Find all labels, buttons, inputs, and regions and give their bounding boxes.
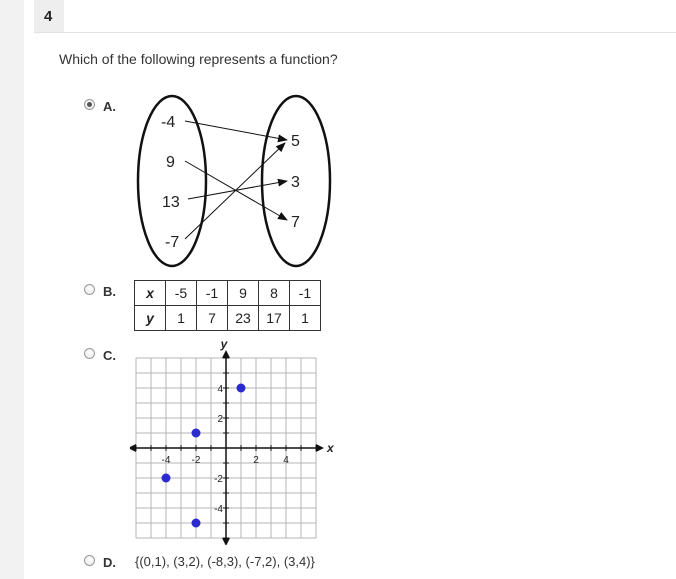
- table-cell: 7: [197, 306, 228, 331]
- range-value: 3: [291, 174, 300, 191]
- y-axis-arrow: [222, 350, 230, 358]
- table-row: [135, 306, 321, 331]
- x-axis-label: x: [327, 441, 334, 455]
- data-point: [192, 429, 201, 438]
- x-tick-label: 2: [253, 455, 259, 466]
- domain-value: -7: [165, 234, 180, 251]
- mapping-arrow: [188, 181, 287, 199]
- option-c-label: C.: [103, 348, 116, 363]
- table-cell: 9: [228, 281, 259, 306]
- table-cell: 23: [228, 306, 259, 331]
- table-cell: -5: [166, 281, 197, 306]
- x-tick-label: 4: [283, 455, 289, 466]
- table-cell: -1: [197, 281, 228, 306]
- domain-value: -4: [161, 114, 176, 131]
- table-cell: 8: [259, 281, 290, 306]
- data-point: [162, 474, 171, 483]
- radio-selected-dot: [87, 102, 92, 107]
- xy-table: [134, 280, 321, 331]
- range-value: 5: [291, 133, 300, 150]
- y-tick-label: -4: [214, 504, 223, 515]
- table-cell: 17: [259, 306, 290, 331]
- question-prompt: Which of the following represents a function?: [59, 51, 338, 67]
- option-a-radio[interactable]: [84, 99, 95, 110]
- y-tick-label: 4: [217, 384, 223, 395]
- table-header: x: [135, 281, 166, 306]
- x-tick-label: -2: [191, 455, 201, 466]
- table-header: y: [135, 306, 166, 331]
- domain-value: 9: [166, 154, 175, 171]
- mapping-arrow: [185, 143, 285, 239]
- option-a-label: A.: [103, 99, 116, 114]
- option-b-label: B.: [103, 284, 116, 299]
- data-point: [237, 384, 246, 393]
- x-tick-label: -4: [161, 455, 171, 466]
- option-d-radio[interactable]: [84, 555, 95, 566]
- data-point: [192, 519, 201, 528]
- option-d-label: D.: [103, 555, 116, 570]
- x-axis-arrow: [316, 444, 324, 452]
- left-gutter: [0, 0, 24, 579]
- mapping-diagram: [130, 93, 340, 273]
- option-b-radio[interactable]: [84, 284, 95, 295]
- range-value: 7: [291, 214, 300, 231]
- y-axis-arrow: [222, 538, 230, 545]
- y-axis-label: y: [220, 340, 228, 351]
- table-cell: 1: [166, 306, 197, 331]
- domain-value: 13: [162, 194, 180, 211]
- option-c-radio[interactable]: [84, 348, 95, 359]
- table-cell: 1: [290, 306, 321, 331]
- table-cell: -1: [290, 281, 321, 306]
- question-number: 4: [44, 8, 53, 25]
- y-tick-label: -2: [214, 474, 223, 485]
- table-row: [135, 281, 321, 306]
- coordinate-graph: [130, 340, 340, 545]
- divider: [34, 32, 676, 33]
- y-tick-label: 2: [217, 414, 223, 425]
- x-axis-arrow: [130, 444, 136, 452]
- option-d-set: {(0,1), (3,2), (-8,3), (-7,2), (3,4)}: [135, 554, 315, 569]
